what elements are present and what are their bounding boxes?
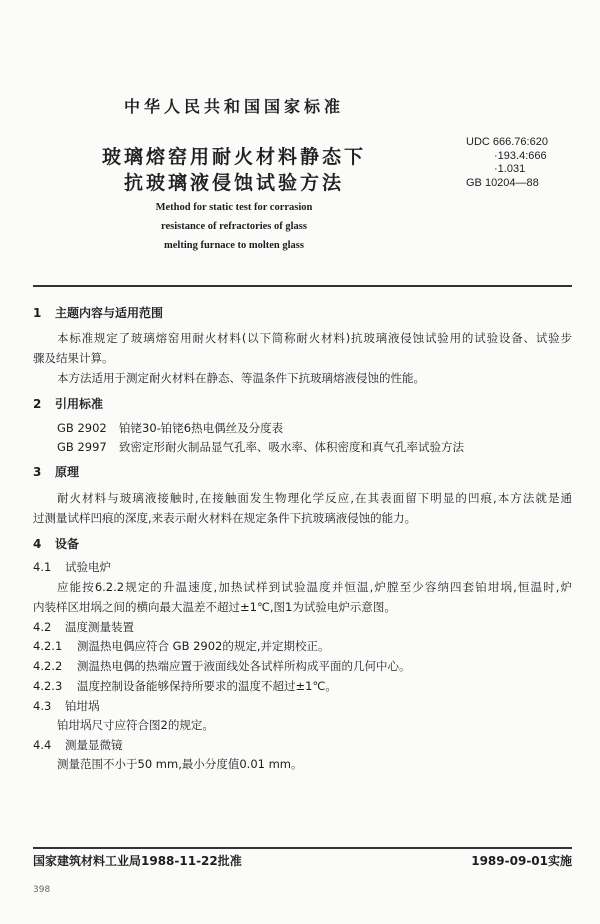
- subsection-4-3-heading: 4.3 铂坩埚: [33, 699, 100, 713]
- paragraph: 本方法适用于测定耐火材料在静态、等温条件下抗玻璃熔液侵蚀的性能。: [57, 371, 425, 385]
- section-4-heading: 4 设备: [33, 537, 80, 551]
- paragraph-line: 耐火材料与玻璃液接触时,在接触面发生物理化学反应,在其表面留下明显的凹痕,本方法就是通: [57, 491, 572, 505]
- clause-4-2-2: 4.2.2 测温热电偶的热端应置于液面线处各试样所构成平面的几何中心。: [33, 659, 411, 673]
- udc-block: [466, 136, 548, 190]
- english-title-line: resistance of refractories of glass: [161, 221, 307, 232]
- page-number: 398: [33, 885, 51, 895]
- bottom-rule: [33, 847, 572, 849]
- paragraph-line: 本标准规定了玻璃熔窑用耐火材料(以下简称耐火材料)抗玻璃液侵蚀试验用的试验设备、试验步: [57, 331, 572, 345]
- standard-type: 中华人民共和国国家标准: [123, 97, 344, 116]
- udc-line: ·1.031: [494, 163, 526, 175]
- section-2-heading: 2 引用标准: [33, 397, 104, 411]
- paragraph-line: 过测量试样凹痕的深度,来表示耐火材料在规定条件下抗玻璃液侵蚀的能力。: [33, 511, 417, 525]
- clause-4-2-1: 4.2.1 测温热电偶应符合 GB 2902的规定,并定期校正。: [33, 639, 330, 653]
- english-title-line: Method for static test for corrasion: [155, 202, 313, 213]
- paragraph: 铂坩埚尺寸应符合图2的规定。: [57, 718, 214, 732]
- clause-4-2-3: 4.2.3 温度控制设备能够保持所要求的温度不超过±1℃。: [33, 679, 337, 693]
- section-3-heading: 3 原理: [33, 465, 80, 479]
- english-title-line: melting furnace to molten glass: [164, 240, 304, 251]
- top-rule: [33, 285, 572, 287]
- paragraph: 测量范围不小于50 mm,最小分度值0.01 mm。: [57, 757, 303, 771]
- title-line-2: 抗玻璃液侵蚀试验方法: [123, 172, 344, 194]
- reference-item: GB 2902 铂铑30-铂铑6热电偶丝及分度表: [57, 421, 284, 435]
- paragraph-line: 骤及结果计算。: [33, 351, 114, 365]
- subsection-4-1-heading: 4.1 试验电炉: [33, 560, 111, 574]
- gb-number: GB 10204—88: [466, 176, 539, 189]
- paragraph-line: 内装样区坩埚之间的横向最大温差不超过±1℃,图1为试验电炉示意图。: [33, 600, 396, 614]
- udc-line: ·193.4:666: [494, 149, 547, 162]
- subsection-4-4-heading: 4.4 测量显微镜: [33, 738, 123, 752]
- title-line-1: 玻璃熔窑用耐火材料静态下: [101, 146, 366, 168]
- reference-item: GB 2997 致密定形耐火制品显气孔率、吸水率、体积密度和真气孔率试验方法: [57, 440, 464, 454]
- udc-line: UDC 666.76:620: [466, 136, 548, 148]
- paragraph-line: 应能按6.2.2规定的升温速度,加热试样到试验温度并恒温,炉膛至少容纳四套铂坩埚,恒温时,炉: [57, 580, 572, 594]
- approval-date: 国家建筑材料工业局1988-11-22批准: [33, 854, 242, 868]
- subsection-4-2-heading: 4.2 温度测量装置: [33, 620, 134, 634]
- implementation-date: 1989-09-01实施: [471, 854, 572, 868]
- section-1-heading: 1 主题内容与适用范围: [33, 306, 164, 320]
